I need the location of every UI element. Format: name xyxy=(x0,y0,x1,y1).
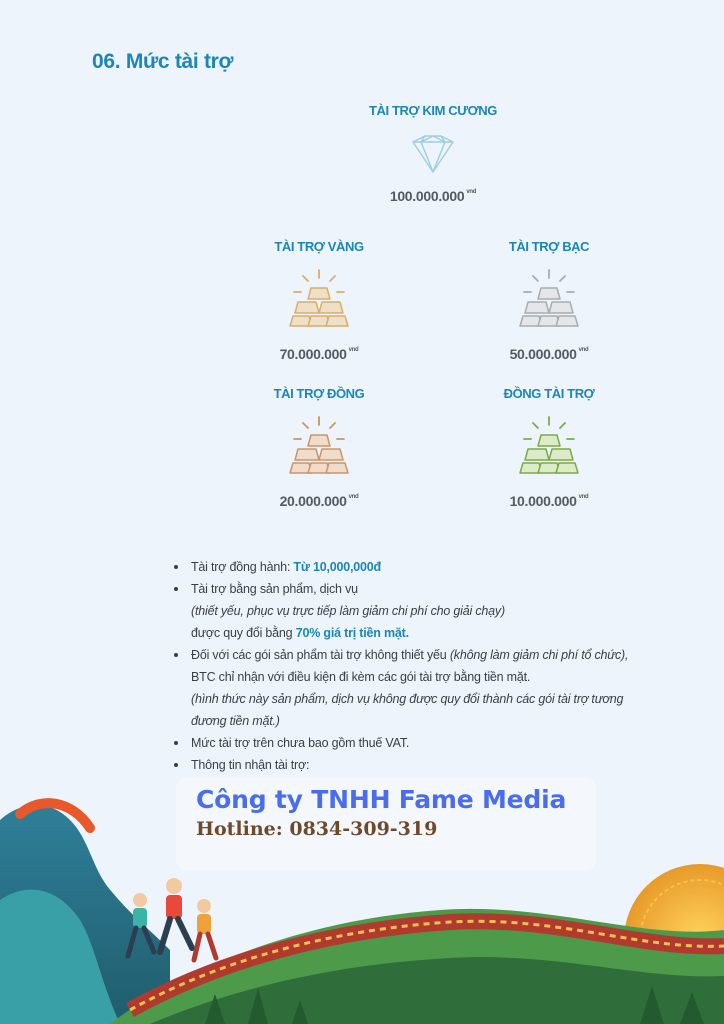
note-product-conversion xyxy=(191,622,692,644)
note-companion-label: Tài trợ đồng hành: xyxy=(191,560,294,574)
tier-gold-name: TÀI TRỢ VÀNG xyxy=(274,239,364,254)
note-item xyxy=(172,644,692,732)
tier-co-sponsor xyxy=(449,385,649,509)
tier-silver-name: TÀI TRỢ BẠC xyxy=(508,239,590,254)
note-item xyxy=(172,578,692,644)
tier-diamond xyxy=(333,102,533,204)
tier-diamond-amount xyxy=(333,188,533,204)
tier-co-sponsor-name: ĐỒNG TÀI TRỢ xyxy=(503,386,595,401)
green-bars-icon xyxy=(518,415,580,477)
note-nonessential-line4: đương tiền mặt.) xyxy=(191,714,280,728)
company-name: Công ty TNHH Fame Media xyxy=(196,785,567,814)
tier-co-sponsor-value: 10.000.000 xyxy=(509,493,577,509)
tier-bronze-amount xyxy=(219,493,419,509)
diamond-icon xyxy=(403,132,463,182)
tier-bronze xyxy=(219,385,419,509)
tier-gold xyxy=(219,238,419,362)
tier-gold-unit: vnd xyxy=(348,347,359,353)
tier-diamond-unit: vnd xyxy=(466,189,477,195)
note-nonessential-italic: (không làm giảm chi phí tổ chức), xyxy=(449,648,629,662)
note-nonessential-line2: BTC chỉ nhận với điều kiện đi kèm các gói tài trợ bằng tiền mặt. xyxy=(191,670,531,684)
silver-bars-icon xyxy=(518,268,580,330)
tier-bronze-name: TÀI TRỢ ĐỒNG xyxy=(273,386,365,401)
note-item: Mức tài trợ trên chưa bao gồm thuế VAT. xyxy=(172,732,692,754)
note-product-conversion-text: được quy đổi bằng xyxy=(191,626,296,640)
note-nonessential-line1 xyxy=(191,644,692,666)
tier-co-sponsor-amount xyxy=(449,493,649,509)
bronze-bars-icon xyxy=(288,415,350,477)
tier-diamond-name: TÀI TRỢ KIM CƯƠNG xyxy=(369,103,497,118)
note-product-conversion-value: 70% giá trị tiền mặt. xyxy=(295,626,409,640)
tier-diamond-value: 100.000.000 xyxy=(389,188,465,204)
tier-gold-value: 70.000.000 xyxy=(279,346,347,362)
gold-bars-icon xyxy=(288,268,350,330)
note-nonessential-line3: (hình thức này sản phẩm, dịch vụ không được quy đổi thành các gói tài trợ tương xyxy=(191,692,624,706)
tier-silver-unit: vnd xyxy=(578,347,589,353)
hotline: Hotline: 0834-309-319 xyxy=(196,818,438,840)
note-product-title: Tài trợ bằng sản phẩm, dịch vụ xyxy=(191,582,358,596)
sponsorship-notes xyxy=(172,556,692,776)
note-product-detail: (thiết yếu, phục vụ trực tiếp làm giảm chi phí cho giải chạy) xyxy=(191,604,505,618)
tier-gold-amount xyxy=(219,346,419,362)
note-companion-amount: Từ 10,000,000đ xyxy=(293,560,381,574)
note-nonessential-text: Đối với các gói sản phẩm tài trợ không thiết yếu xyxy=(191,648,450,662)
tier-silver xyxy=(449,238,649,362)
note-item: Thông tin nhận tài trợ: xyxy=(172,754,692,776)
tier-silver-amount xyxy=(449,346,649,362)
tier-bronze-value: 20.000.000 xyxy=(279,493,347,509)
section-title: 06. Mức tài trợ xyxy=(92,50,234,73)
tier-silver-value: 50.000.000 xyxy=(509,346,577,362)
tier-bronze-unit: vnd xyxy=(348,494,359,500)
note-item xyxy=(172,556,692,578)
tier-co-sponsor-unit: vnd xyxy=(578,494,589,500)
